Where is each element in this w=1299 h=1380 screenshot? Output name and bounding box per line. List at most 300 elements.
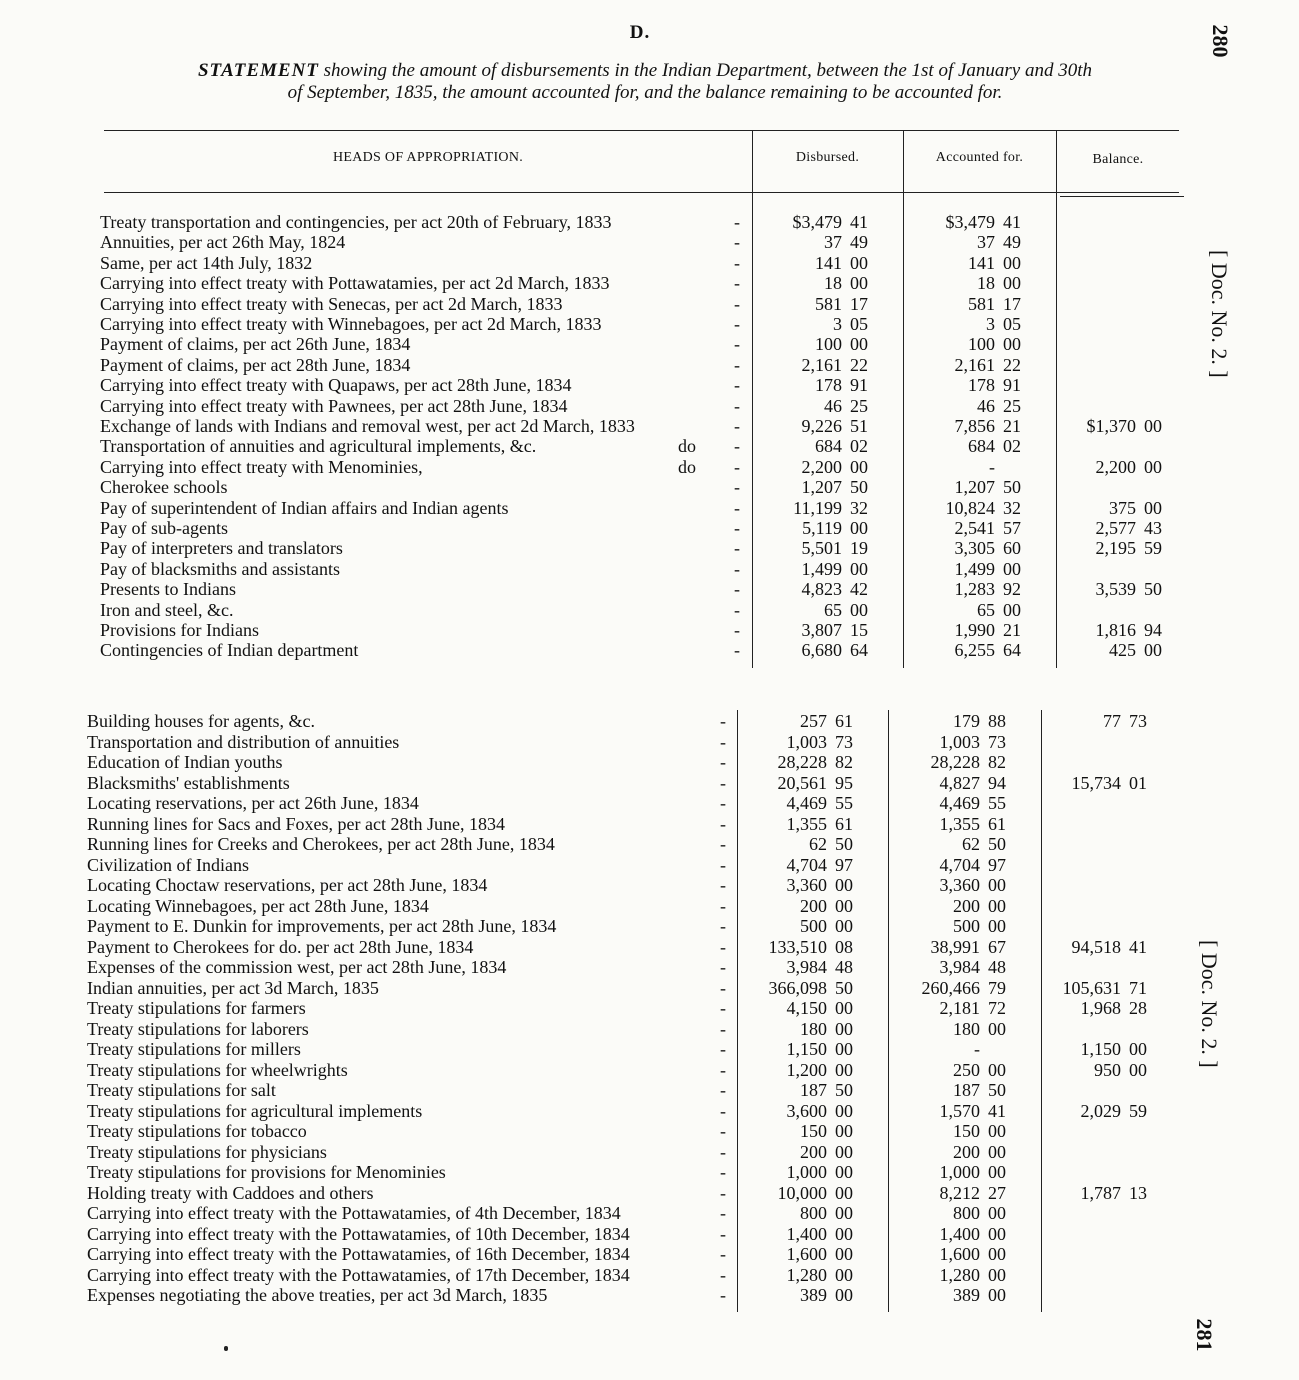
cell-accounted-dollars: - [974,1039,980,1059]
row-label: Payment of claims, per act 28th June, 1834 [100,354,411,375]
cell-accounted-dollars: 141 [968,252,995,273]
leader-dash: - [734,620,740,640]
cell-disbursed-dollars: 6,680 [801,640,842,661]
leader-dash: - [720,793,726,813]
cell-accounted-dollars: 178 [968,375,995,396]
row-label: Treaty stipulations for millers [87,1039,301,1059]
row-label: Holding treaty with Caddoes and others [87,1182,374,1203]
row-label: Carrying into effect treaty with Winnebagoes, per act 2d March, 1833 [100,314,602,334]
cell-disbursed-dollars: 4,469 [786,793,827,813]
row-label: Presents to Indians [100,579,236,600]
cell-accounted-dollars: 1,355 [939,813,980,834]
table-row [87,732,1207,752]
row-label: Locating reservations, per act 26th June, 1834 [87,793,419,813]
row-label: Carrying into effect treaty with Pottawatamies, per act 2d March, 1833 [100,273,610,294]
table-row [87,1203,1207,1223]
row-label: Expenses of the commission west, per act 28th June, 1834 [87,957,507,977]
cell-disbursed-cents: 32 [850,497,868,518]
cell-disbursed-cents: 64 [850,640,868,661]
leader-dash: - [734,416,740,436]
cell-accounted-cents: 21 [1003,416,1021,436]
cell-disbursed-cents: 08 [835,936,853,957]
cell-accounted-dollars: 179 [953,711,980,731]
cell-accounted-dollars: 150 [953,1121,980,1141]
leader-dash: - [720,1141,726,1162]
row-label: Education of Indian youths [87,752,283,772]
cell-balance-cents: 00 [1144,456,1162,477]
cell-accounted-dollars: 3,305 [954,538,995,559]
leader-dash: - [720,977,726,998]
leader-dash: - [720,772,726,793]
cell-disbursed-dollars: 10,000 [777,1182,827,1203]
cell-balance-cents: 94 [1144,620,1162,640]
cell-balance-cents: 13 [1129,1182,1147,1203]
doc-reference-top: [ Doc. No. 2. ] [1207,250,1232,378]
table-row [87,916,1207,936]
leader-dash: - [720,1264,726,1285]
row-label: Expenses negotiating the above treaties, per act 3d March, 1835 [87,1285,548,1305]
cell-balance-cents: 28 [1129,998,1147,1018]
cell-disbursed-dollars: 9,226 [801,416,842,436]
cell-disbursed-dollars: 62 [809,834,827,854]
cell-disbursed-cents: 61 [835,813,853,834]
cell-balance-cents: 41 [1129,936,1147,957]
cell-disbursed-dollars: 1,355 [786,813,827,834]
cell-accounted-cents: 41 [988,1100,1006,1121]
cell-disbursed-cents: 00 [835,1100,853,1121]
row-label: Locating Winnebagoes, per act 28th June, 1834 [87,895,429,916]
table-row [87,855,1207,875]
cell-balance-cents: 73 [1129,711,1147,731]
leader-dash: - [734,395,740,416]
table-row [87,1183,1207,1203]
cell-accounted-cents: 00 [1003,334,1021,355]
cell-disbursed-dollars: 1,280 [786,1264,827,1285]
cell-accounted-cents: 00 [988,1223,1006,1244]
header-heads: HEADS OF APPROPRIATION. [332,150,524,165]
cell-accounted-cents: 00 [1003,252,1021,273]
row-label: Iron and steel, &c. [100,599,234,620]
cell-accounted-cents: 00 [988,1203,1006,1223]
cell-disbursed-cents: 00 [835,1121,853,1141]
cell-accounted-dollars: 28,228 [930,752,980,772]
cell-disbursed-cents: 00 [835,1141,853,1162]
row-label: Carrying into effect treaty with the Pottawatamies, of 17th December, 1834 [87,1264,630,1285]
table-row [100,518,1220,538]
row-label: Treaty stipulations for wheelwrights [87,1059,348,1080]
cell-accounted-cents: 91 [1003,375,1021,396]
leader-dash: - [720,711,726,731]
cell-balance-cents: 59 [1129,1100,1147,1121]
cell-balance-cents: 00 [1129,1039,1147,1059]
cell-disbursed-dollars: 5,119 [802,518,842,538]
leader-dash: - [734,354,740,375]
row-label: Transportation of annuities and agricultural implements, &c. [100,436,537,457]
table-row [100,314,1220,334]
cell-disbursed-dollars: $3,479 [792,212,842,232]
cell-accounted-cents: 00 [988,1162,1006,1182]
cell-balance-dollars: 105,631 [1062,977,1121,998]
cell-disbursed-dollars: 46 [824,395,842,416]
cell-disbursed-cents: 02 [850,436,868,457]
cell-accounted-cents: 00 [988,1264,1006,1285]
cell-balance-cents: 43 [1144,518,1162,538]
cell-disbursed-cents: 00 [835,916,853,936]
leader-dash: - [734,477,740,498]
row-label: Annuities, per act 26th May, 1824 [100,232,346,253]
table-row [87,793,1207,813]
table-row [100,620,1220,640]
cell-disbursed-cents: 00 [835,1182,853,1203]
row-label: Locating Choctaw reservations, per act 28th June, 1834 [87,875,488,895]
cell-accounted-dollars: 1,570 [939,1100,980,1121]
cell-accounted-cents: 50 [988,834,1006,854]
leader-dash: - [720,1182,726,1203]
leader-dash: - [734,273,740,294]
leader-dash: - [720,1100,726,1121]
cell-accounted-cents: 05 [1003,314,1021,334]
cell-accounted-dollars: 200 [953,895,980,916]
leader-dash: - [734,558,740,579]
cell-disbursed-cents: 15 [850,620,868,640]
cell-balance-dollars: 1,787 [1080,1182,1121,1203]
leader-dash: - [720,895,726,916]
cell-disbursed-cents: 00 [835,875,853,895]
cell-accounted-dollars: 8,212 [939,1182,980,1203]
cell-accounted-cents: 67 [988,936,1006,957]
leader-dash: - [734,538,740,559]
table-row [100,355,1220,375]
row-label: Building houses for agents, &c. [87,711,315,731]
cell-disbursed-cents: 50 [835,977,853,998]
cell-accounted-dollars: 2,541 [954,518,995,538]
cell-disbursed-dollars: 1,600 [786,1244,827,1264]
cell-disbursed-dollars: 5,501 [801,538,842,559]
row-label: Running lines for Creeks and Cherokees, per act 28th June, 1834 [87,834,555,854]
leader-dash: - [720,875,726,895]
cell-accounted-cents: 02 [1003,436,1021,457]
cell-accounted-dollars: - [989,456,995,477]
cell-accounted-cents: 48 [988,957,1006,977]
cell-disbursed-dollars: 20,561 [777,772,827,793]
cell-balance-dollars: 2,029 [1080,1100,1121,1121]
table-row [87,834,1207,854]
cell-disbursed-cents: 00 [835,895,853,916]
cell-balance-dollars: 77 [1103,711,1121,731]
row-label: Blacksmiths' establishments [87,772,290,793]
leader-dash: - [734,293,740,314]
leader-dash: - [720,936,726,957]
cell-accounted-dollars: 1,000 [939,1162,980,1182]
cell-accounted-cents: 00 [988,1059,1006,1080]
cell-balance-cents: 00 [1129,1059,1147,1080]
cell-balance-dollars: 2,195 [1095,538,1136,559]
cell-disbursed-dollars: 3 [833,314,842,334]
cell-disbursed-dollars: 684 [815,436,842,457]
cell-disbursed-dollars: 200 [800,1141,827,1162]
row-label: Treaty transportation and contingencies, per act 20th of February, 1833 [100,212,612,232]
cell-disbursed-cents: 95 [835,772,853,793]
row-label: Treaty stipulations for provisions for Menominies [87,1162,446,1182]
leader-dash: - [720,834,726,854]
cell-accounted-cents: 55 [988,793,1006,813]
cell-disbursed-dollars: 2,161 [801,354,842,375]
table-row [87,896,1207,916]
cell-disbursed-cents: 51 [850,416,868,436]
cell-disbursed-cents: 00 [835,1018,853,1039]
row-label: Payment to Cherokees for do. per act 28th June, 1834 [87,936,474,957]
cell-disbursed-cents: 00 [850,456,868,477]
cell-accounted-dollars: 10,824 [945,497,995,518]
header-bottom-rule [104,192,1179,193]
cell-disbursed-dollars: 1,000 [786,1162,827,1182]
table-row [100,253,1220,273]
table-row [87,978,1207,998]
cell-accounted-dollars: 18 [977,273,995,294]
row-label: Carrying into effect treaty with Quapaws, per act 28th June, 1834 [100,375,572,396]
table-row [87,1039,1207,1059]
leader-dash: - [720,1018,726,1039]
cell-accounted-dollars: 389 [953,1285,980,1305]
leader-dash: - [720,1223,726,1244]
cell-disbursed-dollars: 4,150 [786,998,827,1018]
cell-disbursed-cents: 00 [835,998,853,1018]
cell-balance-dollars: 950 [1094,1059,1121,1080]
cell-accounted-cents: 00 [1003,558,1021,579]
cell-disbursed-cents: 00 [850,558,868,579]
row-label: Exchange of lands with Indians and removal west, per act 2d March, 1833 [100,416,635,436]
leader-dash: - [720,813,726,834]
leader-dash: - [734,252,740,273]
cell-accounted-dollars: 581 [968,293,995,314]
cell-disbursed-cents: 00 [835,1244,853,1264]
cell-accounted-dollars: 38,991 [930,936,980,957]
row-label: Pay of sub-agents [100,518,228,538]
cell-disbursed-cents: 00 [835,1264,853,1285]
cell-disbursed-dollars: 178 [815,375,842,396]
leader-dash: - [734,640,740,661]
table-row [100,416,1220,436]
header-balance-rule [1060,196,1184,197]
cell-accounted-cents: 00 [988,1121,1006,1141]
table-row [100,600,1220,620]
table-row [87,957,1207,977]
leader-dash: - [720,957,726,977]
cell-disbursed-dollars: 1,150 [786,1039,827,1059]
cell-accounted-cents: 41 [1003,212,1021,232]
cell-disbursed-cents: 00 [850,334,868,355]
cell-accounted-dollars: 1,280 [939,1264,980,1285]
cell-accounted-cents: 61 [988,813,1006,834]
cell-disbursed-cents: 00 [850,273,868,294]
cell-accounted-cents: 00 [988,916,1006,936]
table-row [100,436,1220,456]
row-label: Running lines for Sacs and Foxes, per act 28th June, 1834 [87,813,505,834]
row-label: Treaty stipulations for farmers [87,998,306,1018]
cell-disbursed-dollars: 389 [800,1285,827,1305]
table-row [87,1080,1207,1100]
cell-accounted-cents: 00 [1003,599,1021,620]
cell-disbursed-cents: 48 [835,957,853,977]
cell-disbursed-cents: 41 [850,212,868,232]
table-row [87,814,1207,834]
row-label: Payment to E. Dunkin for improvements, per act 28th June, 1834 [87,916,557,936]
statement-title-rest: showing the amount of disbursements in the Indian Department, between the 1st of January and 30th [318,60,1093,81]
doc-reference-bottom: [ Doc. No. 2. ] [1197,940,1222,1068]
cell-disbursed-dollars: 4,823 [801,579,842,600]
leader-dash: - [734,456,740,477]
row-label: Cherokee schools [100,477,228,498]
table-row [87,1265,1207,1285]
cell-disbursed-dollars: 500 [800,916,827,936]
cell-balance-dollars: 3,539 [1095,579,1136,600]
row-label: Pay of superintendent of Indian affairs and Indian agents [100,497,509,518]
leader-dash: - [720,752,726,772]
cell-accounted-dollars: 4,704 [939,854,980,875]
cell-accounted-cents: 00 [988,895,1006,916]
header-balance: Balance. [1092,152,1144,167]
cell-disbursed-cents: 25 [850,395,868,416]
cell-disbursed-dollars: 1,200 [786,1059,827,1080]
table-row [87,875,1207,895]
row-label: Treaty stipulations for salt [87,1080,276,1100]
cell-disbursed-cents: 00 [835,1059,853,1080]
cell-accounted-dollars: 65 [977,599,995,620]
cell-disbursed-cents: 00 [835,1285,853,1305]
table-row [87,1060,1207,1080]
table-row [100,457,1220,477]
leader-dash: - [734,497,740,518]
cell-accounted-cents: 00 [988,1285,1006,1305]
row-label: Pay of blacksmiths and assistants [100,558,340,579]
cell-disbursed-dollars: 150 [800,1121,827,1141]
cell-accounted-dollars: 1,600 [939,1244,980,1264]
cell-disbursed-dollars: 11,199 [793,497,842,518]
cell-accounted-dollars: 6,255 [954,640,995,661]
leader-dash: - [734,579,740,600]
cell-accounted-cents: 92 [1003,579,1021,600]
row-label: Indian annuities, per act 3d March, 1835 [87,977,379,998]
cell-accounted-cents: 82 [988,752,1006,772]
table-row [100,396,1220,416]
row-label: Carrying into effect treaty with Pawnees, per act 28th June, 1834 [100,395,568,416]
cell-accounted-cents: 60 [1003,538,1021,559]
cell-disbursed-dollars: 3,984 [786,957,827,977]
cell-accounted-dollars: 2,161 [954,354,995,375]
table-row [100,640,1220,660]
cell-disbursed-cents: 00 [835,1039,853,1059]
table-row [100,498,1220,518]
row-label: Provisions for Indians [100,620,259,640]
cell-accounted-cents: 00 [988,875,1006,895]
cell-accounted-dollars: 1,400 [939,1223,980,1244]
table-row [100,334,1220,354]
table-row [100,294,1220,314]
cell-disbursed-cents: 00 [835,1162,853,1182]
cell-disbursed-dollars: 200 [800,895,827,916]
leader-dash: - [734,518,740,538]
table-row [87,752,1207,772]
cell-disbursed-cents: 19 [850,538,868,559]
cell-disbursed-cents: 50 [835,834,853,854]
row-label: Treaty stipulations for tobacco [87,1121,307,1141]
cell-accounted-dollars: 3,360 [939,875,980,895]
leader-dash: - [734,375,740,396]
cell-balance-cents: 00 [1144,497,1162,518]
cell-balance-dollars: 2,200 [1095,456,1136,477]
row-label: Same, per act 14th July, 1832 [100,252,313,273]
cell-disbursed-cents: 00 [850,252,868,273]
cell-accounted-cents: 94 [988,772,1006,793]
cell-balance-cents: 71 [1129,977,1147,998]
cell-accounted-dollars: 4,827 [939,772,980,793]
cell-disbursed-cents: 61 [835,711,853,731]
cell-accounted-cents: 00 [988,1018,1006,1039]
row-label: Contingencies of Indian department [100,640,359,661]
row-label: Civilization of Indians [87,854,249,875]
table-row [87,773,1207,793]
row-label: Carrying into effect treaty with the Pottawatamies, of 16th December, 1834 [87,1244,630,1264]
cell-accounted-cents: 17 [1003,293,1021,314]
cell-disbursed-cents: 17 [850,293,868,314]
cell-accounted-dollars: 180 [953,1018,980,1039]
cell-accounted-cents: 73 [988,731,1006,752]
cell-accounted-cents: 32 [1003,497,1021,518]
cell-disbursed-cents: 00 [835,1223,853,1244]
cell-disbursed-dollars: 581 [815,293,842,314]
cell-accounted-cents: 50 [1003,477,1021,498]
cell-accounted-dollars: 500 [953,916,980,936]
cell-balance-cents: 00 [1144,640,1162,661]
cell-disbursed-dollars: 257 [800,711,827,731]
cell-disbursed-dollars: 18 [824,273,842,294]
cell-disbursed-dollars: 65 [824,599,842,620]
table-row [87,1019,1207,1039]
leader-dash: - [720,1162,726,1182]
leader-dash: - [734,599,740,620]
cell-disbursed-dollars: 100 [815,334,842,355]
row-label: Carrying into effect treaty with the Pottawatamies, of 4th December, 1834 [87,1203,621,1223]
cell-balance-dollars: 1,150 [1080,1039,1121,1059]
cell-disbursed-dollars: 37 [824,232,842,253]
cell-disbursed-dollars: 133,510 [768,936,827,957]
table-row [87,937,1207,957]
table-row [87,1224,1207,1244]
cell-balance-dollars: 375 [1109,497,1136,518]
cell-accounted-dollars: 187 [953,1080,980,1100]
row-ditto: do [678,436,696,457]
cell-disbursed-cents: 82 [835,752,853,772]
cell-accounted-dollars: 2,181 [939,998,980,1018]
cell-disbursed-dollars: 28,228 [777,752,827,772]
table-row [87,1162,1207,1182]
print-speck [224,1346,228,1351]
cell-accounted-dollars: 260,466 [921,977,980,998]
cell-disbursed-cents: 00 [835,1203,853,1223]
row-label: Transportation and distribution of annuities [87,731,400,752]
cell-accounted-cents: 00 [1003,273,1021,294]
cell-disbursed-dollars: 1,003 [786,731,827,752]
leader-dash: - [734,232,740,253]
table-row [87,1121,1207,1141]
cell-accounted-dollars: 37 [977,232,995,253]
statement-title-lead: STATEMENT [197,60,319,81]
cell-disbursed-cents: 05 [850,314,868,334]
cell-accounted-cents: 97 [988,854,1006,875]
cell-balance-dollars: 1,816 [1095,620,1136,640]
cell-disbursed-dollars: 2,200 [801,456,842,477]
cell-disbursed-cents: 49 [850,232,868,253]
